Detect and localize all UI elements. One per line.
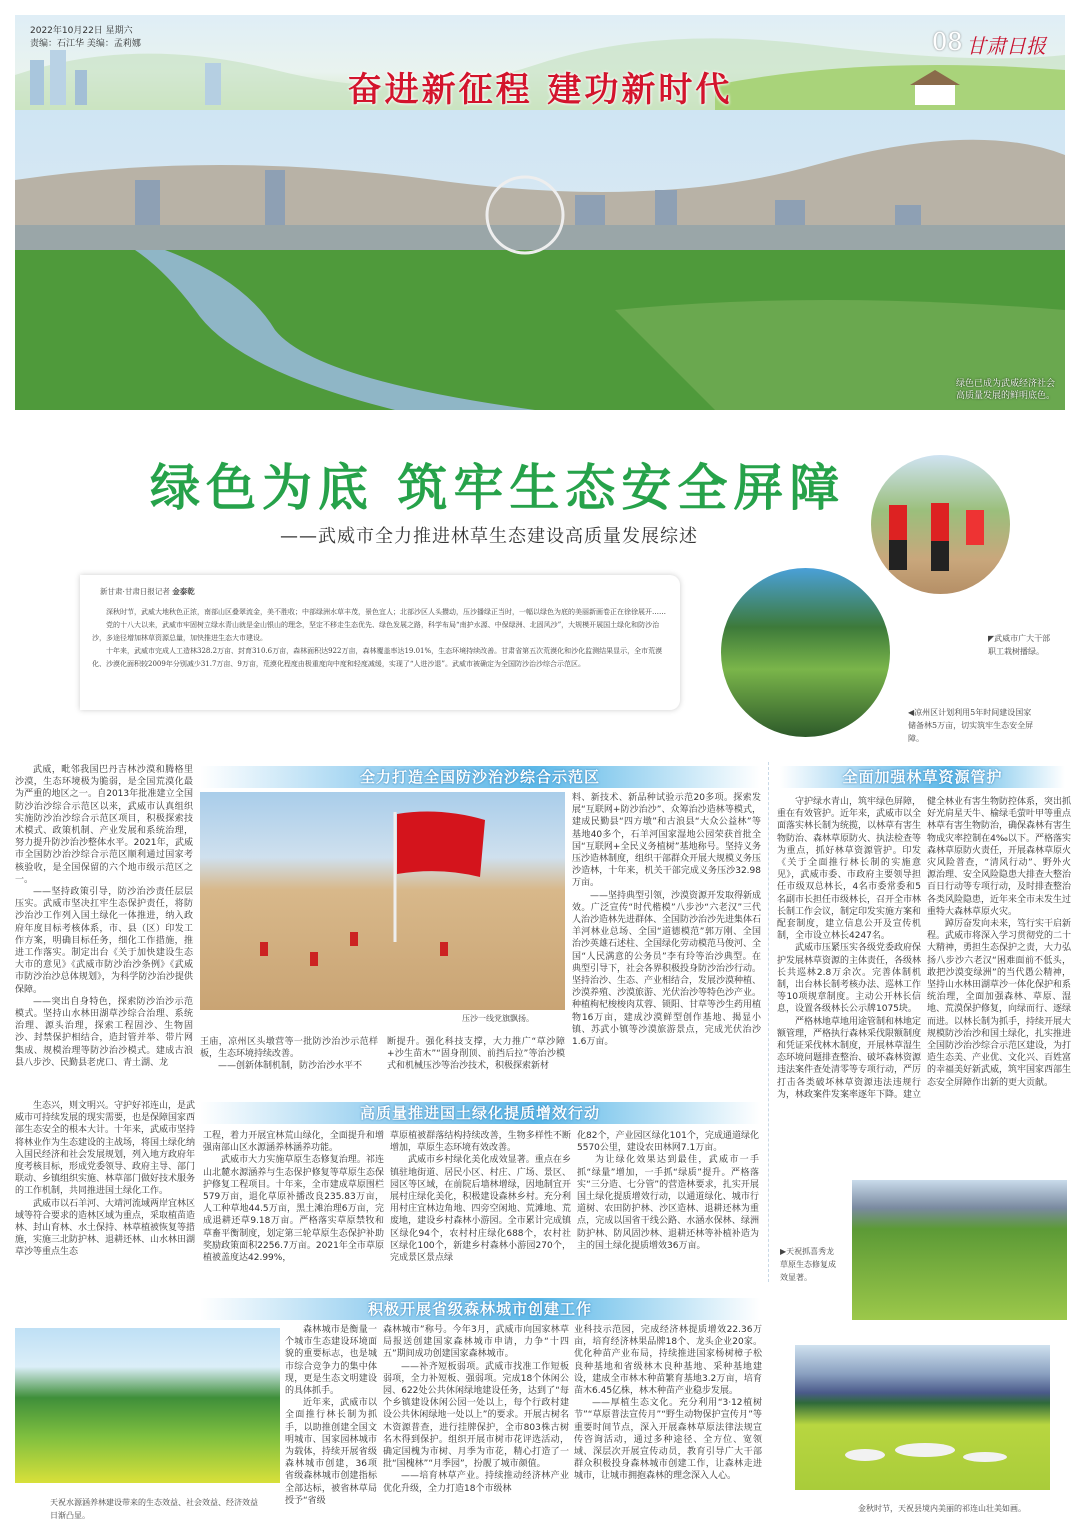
sand-photo-caption: 压沙一线党旗飘扬。 [462,1014,534,1023]
hero-caption [956,378,1055,402]
forest-photo-caption: 天祝水源涵养林建设带来的生态效益、社会效益、经济效益日渐凸显。 [50,1498,258,1520]
intro-paragraph: 党的十八大以来，武威市牢固树立绿水青山就是金山银山的理念，坚定不移走生态优先、绿色发展之路，科学布局“南护水源、中保绿洲、北固风沙”，大规模开展国土绿化和防沙治沙，多途径增加林草资源总量，加快推进生态大市建设。 [92,621,660,642]
sheep-photo-caption: 金秋时节，天祝县境内美丽的祁连山壮美如画。 [858,1504,1026,1513]
paragraph: 业科技示范园，完成经济林提质增效22.36万亩，培育经济林果品牌18个、龙头企业20家。优化种苗产业布局，持续推进国家杨树樟子松良种基地和省级林木良种基地、采种基地建设，建成全市林木种苗繁育基地3.2万亩，培育苗木6.45亿株，林木种苗产业稳步发展。 [574,1325,762,1397]
circle-photo-terraced-forest [718,565,893,740]
intro-paragraph: 十年来，武威市完成人工造林328.2万亩、封育310.6万亩，森林面积达922万亩，森林覆盖率达19.01%，生态环境持续改善。甘肃省第五次荒漠化和沙化监测结果显示，全市荒漠化、沙漠化面积较2009年分别减少31.7万亩、9万亩，荒漠化程度由极重度向中度和轻度减缓，实现了“人进沙退”。武威市被确定为全国防沙治沙综合示范区。 [92,647,663,668]
banner-title: 奋进新征程 建功新时代 [347,70,733,110]
paragraph: 武威市乡村绿化美化成效显著。重点在乡镇驻地街道、居民小区、村庄、广场、景区、园区等区域，在前院后墙林增绿，因地制宜开展村庄绿化美化，积极建设森林乡村。充分利用村庄宜林边角地、四旁空闲地、荒滩地、荒废地，建设乡村森林小游园。全市累计完成镇区绿化94个，农村村庄绿化688个，农村社区绿化100个，新建乡村森林小游园270个，完成景区景点绿 [390,1155,571,1264]
sheep-illustration [795,1345,1050,1490]
resources-column-2 [927,796,1071,1089]
section1-column-1 [15,764,193,1069]
paragraph: ——突出自身特色，探索防沙治沙示范模式。坚持山水林田湖草沙综合治理、系统治理、源头治理，探索工程固沙、生物固沙、封禁保护相结合，造封管并举、带片网集成、规模治理等防沙治沙模式。建成古浪县八步沙、民勤县老虎口、青土湖、龙 [15,996,193,1068]
paragraph: ——培育林草产业。持续推动经济林产业优化升级，全力打造18个市级林 [383,1471,569,1494]
paragraph: 工程，着力开展宜林荒山绿化，全面提升和增强南部山区水源涵养林涵养功能。 [203,1131,384,1154]
intro-paragraph: 深秋时节，武威大地秋色正浓，南部山区叠翠流金，美不胜收；中部绿洲水草丰茂，景色宜人；北部沙区人头攒动，压沙播绿正当时，一幅以绿色为底的美丽新画卷正在徐徐展开…… [106,608,666,616]
column-divider [768,762,769,1282]
paragraph: ——创新体制机制，防沙治沙水平不 [218,1061,363,1072]
paragraph: 断提升。强化科技支撑，大力推广“草沙障+沙生苗木”“固身削顶、前挡后拉”等治沙模式和机械压沙等治沙技术，积极探索新材 [387,1037,565,1072]
section-heading-greening: 高质量推进国土绿化提质增效行动 [200,1102,760,1124]
greening-column-4 [577,1130,759,1252]
hero-caption-line: 高质量发展的鲜明底色。 [955,391,1055,401]
paragraph: 料、新技术、新品种试验示范20多项。探索发展“互联网+防沙治沙”、众筹治沙造林等模式，建成民勤县“四方墩”和古浪县“大众公益林”等基地40多个，石羊河国家湿地公园荣获首批全国“互联网+全民义务植树”基地称号。坚持义务压沙造林制度，组织干部群众开展大规模义务压沙造林，十年来，机关干部完成义务压沙32.98万亩。 [572,793,762,889]
greening-column-3 [390,1130,571,1264]
photo-water-conservation-forest [15,1328,280,1483]
paragraph: 森林城市”称号。今年3月，武威市向国家林草局报送创建国家森林城市申请，力争“十四五”期间成功创建国家森林城市。 [383,1325,569,1360]
resources-column-1 [777,796,921,1101]
photo-party-flag-sand [200,792,565,1010]
paragraph: 森林城市是衡量一个城市生态建设环境面貌的重要标志，也是城市综合竞争力的集中体现，更是生态文明建设的具体抓手。 [285,1325,377,1397]
byline-name: 金泰乾 [172,587,195,596]
paragraph: 草原植被群落结构持续改善，生物多样性不断增加，草原生态环境有效改善。 [390,1131,571,1154]
paragraph: 踔厉奋发向未来，笃行实干启新程。武威市将深入学习贯彻党的二十大精神，勇担生态保护之责，大力弘扬八步沙六老汉“困难面前不低头，敢把沙漠变绿洲”的当代愚公精神，坚持山水林田湖草沙一体化保护和系统治理，全面加强森林、草原、湿地、荒漠保护修复，向绿而行、逐绿而进。以林长制为抓手，持续开展大规模防沙治沙和国土绿化，扎实推进全国防沙治沙综合示范区建设，为打造生态美、产业优、文化兴、百姓富的幸福美好新武威，筑牢国家西部生态安全屏障作出新的更大贡献。 [927,919,1072,1088]
paragraph: 为让绿化效果达到最佳，武威市一手抓“绿量”增加，一手抓“绿质”提升。严格落实“三分造、七分管”的营造林要求，扎实开展国土绿化提质增效行动，以通道绿化、城市行道树、农田防护林、沙区造林、退耕还林为重点，完成以国省干线公路、水涵水保林、绿洲防护林、防风固沙林、退耕还林等补植补造为主的国土绿化提质增效36万亩。 [577,1155,759,1251]
photo-grassland-restoration [852,1180,1067,1320]
circle2-caption: ◀凉州区计划利用5年时间建设国家储备林5万亩，切实筑牢生态安全屏障。 [908,708,1034,743]
page-number: 08 [932,28,963,56]
section-heading-desertification: 全力打造全国防沙治沙综合示范区 [200,766,760,788]
greening-column-2 [203,1130,384,1264]
section-heading-forest-city: 积极开展省级森林城市创建工作 [200,1298,760,1320]
section1-column-3 [387,1036,565,1073]
circle-photo-tree-planting [868,452,1013,597]
paragraph: 武威，毗邻我国巴丹吉林沙漠和腾格里沙漠，生态环境极为脆弱，是全国荒漠化最为严重的地区之一。自2013年批准建立全国防沙治沙综合示范区以来，武威市认真组织实施防沙治沙综合示范区项目，积极探索技术模式、政策机制、产业发展和系统治理，努力提升防沙治沙整体水平。2021年，武威市全国防沙治沙综合示范区顺利通过国家考核验收，是全国保留的六个地市级示范区之一。 [15,765,193,885]
section-heading-resources: 全面加强林草资源管护 [780,766,1065,788]
newspaper-logo: 甘肃日报 [966,34,1046,58]
paragraph: ——坚持典型引领，沙漠资源开发取得新成效。广泛宣传“时代楷模”八步沙“六老汉”三代人治沙造林先进群体、全国防沙治沙先进集体石羊河林业总场、全国“道德模范”郭万刚、全国治沙英雄石述柱、全国绿化劳动模范马俊河、全国“人民满意的公务员”李有玲等治沙典型。在典型引导下，社会各界积极投身防沙治沙行动。坚持治沙、生态、产业相结合，发展沙漠种植、沙漠养殖、沙漠旅游、光伏治沙等特色沙产业。种植枸杞梭梭肉苁蓉、锁阳、甘草等沙生药用植物16万亩，建成沙漠鲜型创作基地、揭显小镇、苏武小镇等沙漠旅游景点，完成光伏治沙1.6万亩。 [572,890,762,1048]
editors: 责编：石江华 美编：孟莉娜 [30,39,141,49]
greening-column-1 [15,1100,195,1259]
hero-photo-illustration [15,110,1065,410]
byline [100,585,668,598]
section1-column-4 [572,792,761,1048]
paragraph: 化82个，产业园区绿化101个，完成通道绿化5570公里，建设农田林网7.1万亩。 [577,1131,759,1154]
section1-column-2 [200,1036,378,1073]
paragraph: 严格林地草地用途管制和林地定额管理，严格执行森林采伐限额制度和凭证采伐林木制度，开展林草湿生态环境问题排查整治、破坏森林资源违法案件查处清零等专项行动，严厉打击各类破坏林草资源违法违规行为，林政案件发案率逐年下降。建立 [777,1016,922,1100]
paragraph: 守护绿水青山，筑牢绿色屏障，重在有效管护。近年来，武威市以全面落实林长制为统揽，以林草有害生物防治、森林草原防火、执法检查等为重点，抓好林草资源管护。印发《关于全面推行林长制的实施意见》，武威市委、市政府主要领导担任市级双总林长，4名市委常委和5名副市长担任市级林长，召开全市林长制工作会议，制定印发实施方案和配套制度，建立信息公开及宣传机制，全市设立林长4247名。 [777,797,922,942]
article-title: 绿色为底 筑牢生态安全屏障 [150,459,846,517]
article-subtitle: ——武威市全力推进林草生态建设高质量发展综述 [280,526,698,547]
paragraph: ——厚植生态文化。充分利用“3·12植树节”“草原普法宣传月”“野生动物保护宣传月”等重要时间节点，深入开展森林草原法律法规宣传咨询活动，通过多种途径、全方位、宽领域、深层次开展宣传动员，教育引导广大干部群众积极投身森林城市创建工作，让森林走进城市，让城市拥抱森林的理念深入人心。 [574,1398,762,1482]
tree-planting-illustration [871,455,1013,597]
flag-illustration [200,792,565,1010]
paragraph: 武威市以石羊河、大靖河流域两岸宜林区域等符合要求的造林区域为重点，采取植苗造林、封山育林、水土保持、林草植被恢复等措施，实施三北防护林、退耕还林、山水林田湖草沙等重点生态 [15,1198,196,1258]
issue-date-editors [30,25,141,51]
hero-photo-city-park [15,110,1065,410]
paragraph: 王庙，凉州区头墩营等一批防沙治沙示范样板，生态环境持续改善。 [200,1037,378,1060]
grassland-caption: ▶天祝抓喜秀龙草原生态修复成效显著。 [780,1247,836,1282]
paragraph: ——补齐短板弱项。武威市找准工作短板弱项，全力补短板、强弱项。完成18个休闲公园、622处公共休闲绿地建设任务，达到了“每个乡镇建设休闲公园一处以上，每个行政村建设公共休闲绿地一处以上”的要求。开展古树名木资源普查，进行挂牌保护，全市803株古树名木得到保护。组织开展市树市花评选活动，确定国槐为市树、月季为市花，精心打造了一批“国槐林”“月季园”，扮靓了城市颜值。 [383,1361,569,1470]
forest-city-column-1 [285,1324,377,1507]
forest-city-column-3 [574,1324,762,1483]
article-intro [80,575,680,710]
hero-caption-line: 绿色已成为武威经济社会 [955,379,1055,389]
issue-date: 2022年10月22日 星期六 [30,26,133,36]
paragraph: 武威市大力实施草原生态修复治理。祁连山北麓水源涵养与生态保护修复等草原生态保护修复工程项目。十年来，全市建成草原围栏579万亩，退化草原补播改良235.83万亩，人工种草地44.5万亩，黑土滩治理6万亩，完成退耕还草9.18万亩。严格落实草原禁牧和草畜平衡制度，划定第三轮草原生态保护补助奖励政策面积2256.7万亩。2021年全市草原植被盖度达42.99%， [203,1155,384,1264]
photo-qilian-mountain-sheep [795,1345,1050,1490]
paragraph: 武威市压紧压实各级党委政府保护发展林草资源的主体责任，各级林长共巡林2.8万余次。完善体制机制，出台林长制考核办法、巡林工作等10项规章制度。主动公开林长信息，设置各级林长公示牌1075块。 [777,943,922,1015]
paragraph: ——坚持政策引导，防沙治沙责任层层压实。武威市坚决扛牢生态保护责任，将防沙治沙工作列入国土绿化一体推进，纳入政府年度目标考核体系，市、县（区）印发工作方案，明确目标任务，细化工作措施，推进工作落实。制定出台《关于加快建设生态大市的意见》《武威市防沙治沙条例》《武威市防沙治沙总体规划》，为科学防沙治沙提供保障。 [15,887,193,995]
paragraph: 近年来，武威市以全面推行林长制为抓手，以助推创建全国文明城市、国家园林城市为载体，持续开展省级森林城市创建，36项省级森林城市创建指标全部达标，被省林草局授予“省级 [285,1398,377,1506]
byline-prefix: 新甘肃·甘肃日报记者 [100,587,170,596]
circle1-caption: ◤武威市广大干部职工栽树播绿。 [988,634,1051,656]
paragraph: 生态兴，则文明兴。守护好祁连山，是武威市可持续发展的现实需要，也是保障国家西部生态安全的根本大计。十年来，武威市坚持将林业作为生态建设的主战场，将国土绿化纳入国民经济和社会发展规划，列入地方政府年度考核目标，形成党委领导、政府主导、部门联动、乡镇组织实施、林草部门做好技术服务的工作机制，共同推进国土绿化工作。 [15,1101,196,1197]
paragraph: 健全林业有害生物防控体系，突出抓好光肩星天牛、榆绿毛萤叶甲等重点林草有害生物防治，确保森林有害生物成灾率控制在4‰以下。严格落实森林草原防火责任，开展森林草原火灾风险普查，“清风行动”、野外火源治理、安全风险隐患大排查大整治百日行动等专项行动，及时排查整治各类风险隐患，近年来全市未发生过重特大森林草原火灾。 [927,797,1072,917]
forest-city-column-2 [383,1324,569,1495]
